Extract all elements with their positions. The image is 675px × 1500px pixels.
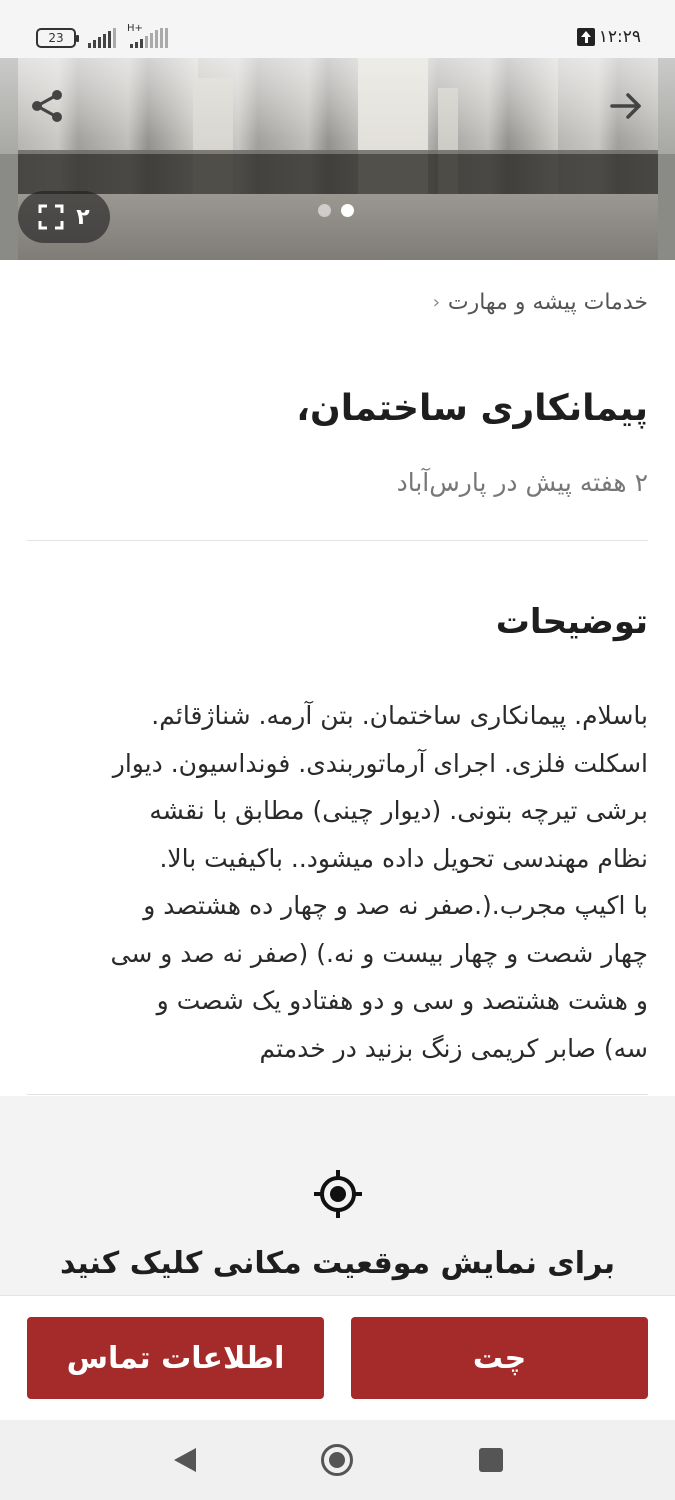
fullscreen-icon: [38, 204, 64, 230]
location-section[interactable]: [0, 1096, 675, 1296]
action-bar: [0, 1295, 675, 1420]
status-time: ۱۲:۲۹: [598, 27, 641, 47]
location-target-icon[interactable]: [312, 1168, 364, 1220]
divider: [27, 1094, 648, 1095]
gallery-count-badge[interactable]: [18, 191, 110, 243]
chevron-left-icon: ‹: [432, 292, 440, 313]
upload-icon: [577, 28, 595, 46]
contact-info-button[interactable]: اطلاعات تماس: [27, 1317, 324, 1399]
nav-back-icon[interactable]: [172, 1446, 198, 1474]
gallery-top-overlay: [0, 58, 675, 154]
image-gallery[interactable]: [0, 58, 675, 260]
battery-icon: [36, 28, 76, 48]
gallery-pagination: [318, 204, 354, 217]
breadcrumb[interactable]: [433, 290, 648, 315]
chat-button[interactable]: چت: [351, 1317, 648, 1399]
breadcrumb-label[interactable]: خدمات پیشه و مهارت: [447, 290, 648, 315]
listing-title: پیمانکاری ساختمان،: [296, 388, 648, 429]
arrow-right-icon[interactable]: [606, 86, 646, 126]
gallery-count: ۲: [76, 204, 90, 230]
description-title: توضیحات: [495, 602, 648, 642]
system-nav-bar: [0, 1420, 675, 1500]
nav-home-icon[interactable]: [320, 1443, 354, 1477]
network-type: H+: [127, 23, 143, 34]
divider: [27, 540, 648, 541]
description-text: باسلام. پیمانکاری ساختمان. بتن آرمه. شناژقائم. اسکلت فلزی. اجرای آرماتوربندی. فونداسیون. دیوار برشی تیرچه بتونی. (دیوار چینی) مطابق با نقشه نظام مهندسی تحویل داده میشود.. باکیفیت بالا. با اکیپ مجرب.(.صفر نه صد و چهار ده هشتصد و چهار شصت و چهار بیست و نه.) (صفر نه صد و سی و هشت هشتصد و سی و دو هفتادو یک شصت و سه) صابر کریمی زنگ بزنید در خدمتم: [110, 701, 648, 1063]
signal-icon: [88, 28, 116, 48]
pagination-dot[interactable]: [318, 204, 331, 217]
pagination-dot-active[interactable]: [341, 204, 354, 217]
listing-meta: ۲ هفته پیش در پارس‌آباد: [396, 468, 648, 497]
battery-level: 23: [48, 31, 64, 45]
share-icon[interactable]: [28, 86, 68, 126]
location-prompt[interactable]: برای نمایش موقعیت مکانی کلیک کنید: [59, 1246, 616, 1281]
signal-icon-secondary: [130, 28, 168, 48]
nav-recent-apps-icon[interactable]: [479, 1448, 503, 1472]
status-bar: [0, 0, 675, 58]
